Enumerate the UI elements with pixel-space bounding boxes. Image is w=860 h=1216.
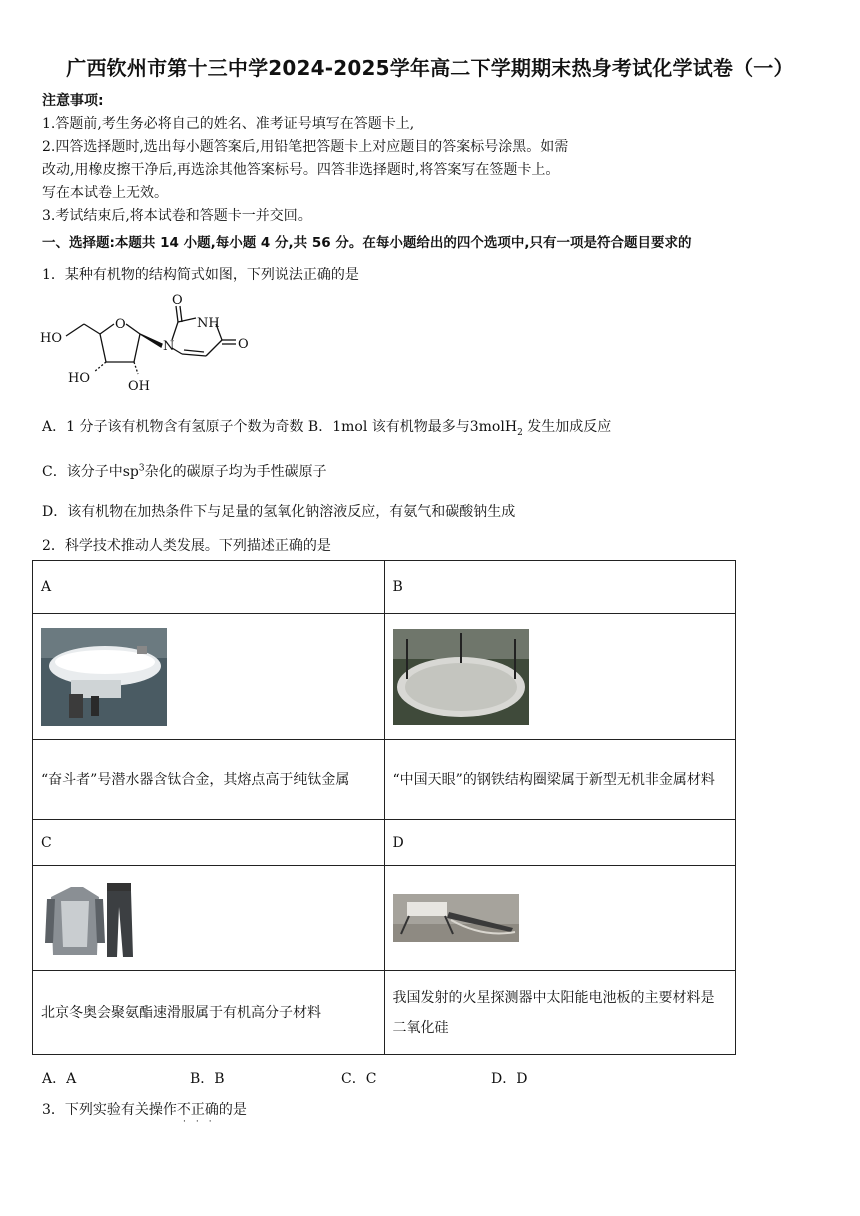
notes-item: 1.答题前,考生务必将自己的姓名、准考证号填写在答题卡上,: [42, 116, 415, 132]
mars-lander-image-cell: [384, 866, 736, 971]
notes-item: 改动,用橡皮擦干净后,再选涂其他答案标号。四答非选择题时,将答案写在签题卡上。: [42, 162, 560, 178]
cell-label-d: D: [384, 820, 736, 866]
notes-item: 写在本试卷上无效。: [42, 185, 168, 201]
option-c-text: C．该分子中: [42, 464, 123, 480]
question-2-stem: 2．科学技术推动人类发展。下列描述正确的是: [42, 538, 331, 554]
option-c-text-end: 杂化的碳原子均为手性碳原子: [144, 464, 327, 480]
cell-label-c: C: [33, 820, 385, 866]
submersible-image-cell: [33, 614, 385, 740]
question-3-stem: [42, 1099, 247, 1119]
q1-option-d: D．该有机物在加热条件下与足量的氢氧化钠溶液反应，有氨气和碳酸钠生成: [42, 504, 516, 520]
skating-suit-image: [41, 877, 137, 959]
choice-b: B．B: [190, 1071, 225, 1087]
option-b-text-end: 发生加成反应: [527, 419, 612, 435]
choice-c: C．C: [341, 1071, 377, 1087]
notes-item: 2.四答选择题时,选出每小题答案后,用铅笔把答题卡上对应题目的答案标号涂黑。如需: [42, 139, 569, 155]
q1-option-c: [42, 461, 327, 481]
q3-text: 3．下列实验有关操作: [42, 1102, 177, 1118]
fast-telescope-image: [393, 629, 529, 725]
cell-text-c: 北京冬奥会聚氨酯速滑服属于有机高分子材料: [33, 971, 385, 1055]
ring-oxygen-label: O: [115, 317, 126, 332]
exam-title: 广西钦州市第十三中学2024-2025学年高二下学期期末热身考试化学试卷（一）: [66, 56, 794, 80]
notes-heading: 注意事项:: [42, 93, 104, 109]
option-c-superscript: 3: [138, 463, 145, 474]
option-b-text: B．1mol 该有机物最多与: [307, 419, 470, 435]
carbonyl-oxygen-label: O: [238, 337, 249, 352]
telescope-image-cell: [384, 614, 736, 740]
molecule-structure: [36, 292, 256, 404]
q1-option-a: [42, 416, 611, 438]
cell-text-d: 我国发射的火星探测器中太阳能电池板的主要材料是二氧化硅: [384, 971, 736, 1055]
emphasis-dots: ···: [183, 1117, 222, 1127]
section-heading: 一、选择题:本题共 14 小题,每小题 4 分,共 56 分。在每小题给出的四个选项中,只有一项是符合题目要求的: [42, 235, 692, 251]
carbonyl-oxygen-label: O: [172, 293, 183, 308]
mars-lander-image: [393, 894, 519, 942]
submersible-image: [41, 628, 167, 726]
skating-suit-image-cell: [33, 866, 385, 971]
q3-emphasis: 不正确: [176, 1102, 219, 1118]
nitrogen-label: N: [163, 339, 175, 354]
notes-item: 3.考试结束后,将本试卷和答题卡一并交回。: [42, 208, 312, 224]
q3-text-end: 的是: [218, 1102, 247, 1118]
option-b-value: 3molH: [469, 419, 518, 435]
cell-text-b: “中国天眼”的钢铁结构圈梁属于新型无机非金属材料: [384, 740, 736, 820]
option-a-text: A．1 分子该有机物含有氢原子个数为奇数: [42, 419, 304, 435]
ho-label: HO: [68, 371, 90, 386]
cell-text-a: “奋斗者”号潜水器含钛合金，其熔点高于纯钛金属: [33, 740, 385, 820]
cell-label-a: A: [33, 561, 385, 614]
choice-a: A．A: [42, 1071, 77, 1087]
question-1-stem: 1．某种有机物的结构简式如图，下列说法正确的是: [42, 267, 359, 283]
options-table: [32, 560, 736, 1055]
option-b-subscript: 2: [517, 427, 523, 438]
choice-d: D．D: [491, 1071, 528, 1087]
option-c-sp: sp: [122, 464, 139, 480]
ho-label: HO: [40, 331, 62, 346]
nh-label: NH: [197, 316, 220, 331]
oh-label: OH: [128, 379, 150, 394]
cell-label-b: B: [384, 561, 736, 614]
